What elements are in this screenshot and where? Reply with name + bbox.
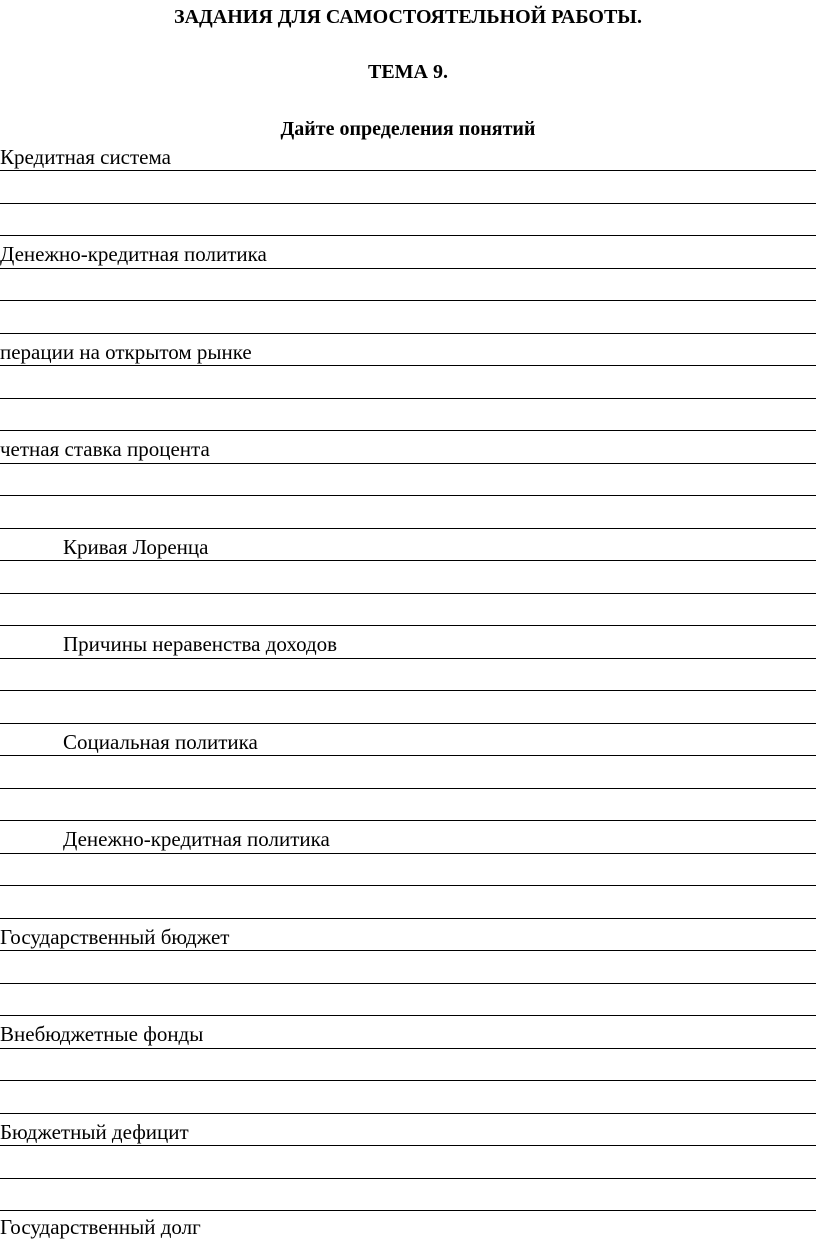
- answer-line[interactable]: [0, 1048, 816, 1049]
- answer-line[interactable]: [0, 203, 816, 204]
- answer-line[interactable]: [0, 690, 816, 691]
- answer-line[interactable]: [0, 593, 816, 594]
- answer-line[interactable]: [0, 1145, 816, 1146]
- answer-line[interactable]: [0, 853, 816, 854]
- worksheet-title: ЗАДАНИЯ ДЛЯ САМОСТОЯТЕЛЬНОЙ РАБОТЫ.: [174, 6, 642, 28]
- answer-line[interactable]: [0, 430, 816, 431]
- term-label: Государственный бюджет: [0, 925, 230, 949]
- term-label: Бюджетный дефицит: [0, 1120, 189, 1144]
- answer-line[interactable]: [0, 755, 816, 756]
- answer-line[interactable]: [0, 528, 816, 529]
- term-label: перации на открытом рынке: [0, 340, 252, 364]
- answer-line[interactable]: [0, 463, 816, 464]
- answer-line[interactable]: [0, 1113, 816, 1114]
- answer-line[interactable]: [0, 170, 816, 171]
- answer-line[interactable]: [0, 1210, 816, 1211]
- term-label: Социальная политика: [63, 730, 258, 754]
- topic-heading: ТЕМА 9.: [368, 61, 448, 83]
- answer-line[interactable]: [0, 723, 816, 724]
- term-label: Денежно-кредитная политика: [0, 242, 267, 266]
- answer-line[interactable]: [0, 268, 816, 269]
- answer-line[interactable]: [0, 560, 816, 561]
- answer-line[interactable]: [0, 1080, 816, 1081]
- answer-line[interactable]: [0, 885, 816, 886]
- term-label: Внебюджетные фонды: [0, 1022, 204, 1046]
- answer-line[interactable]: [0, 235, 816, 236]
- answer-line[interactable]: [0, 820, 816, 821]
- term-label: четная ставка процента: [0, 437, 210, 461]
- term-label: Денежно-кредитная политика: [63, 827, 330, 851]
- answer-line[interactable]: [0, 365, 816, 366]
- answer-line[interactable]: [0, 1178, 816, 1179]
- instruction-heading: Дайте определения понятий: [280, 118, 536, 140]
- answer-line[interactable]: [0, 300, 816, 301]
- answer-line[interactable]: [0, 918, 816, 919]
- term-label: Причины неравенства доходов: [63, 632, 338, 656]
- term-label: Кривая Лоренца: [63, 535, 209, 559]
- answer-line[interactable]: [0, 625, 816, 626]
- answer-line[interactable]: [0, 788, 816, 789]
- answer-line[interactable]: [0, 495, 816, 496]
- answer-line[interactable]: [0, 950, 816, 951]
- answer-line[interactable]: [0, 398, 816, 399]
- answer-line[interactable]: [0, 1015, 816, 1016]
- term-label: Государственный долг: [0, 1215, 201, 1239]
- answer-line[interactable]: [0, 983, 816, 984]
- term-label: Кредитная система: [0, 145, 171, 169]
- answer-line[interactable]: [0, 333, 816, 334]
- answer-line[interactable]: [0, 658, 816, 659]
